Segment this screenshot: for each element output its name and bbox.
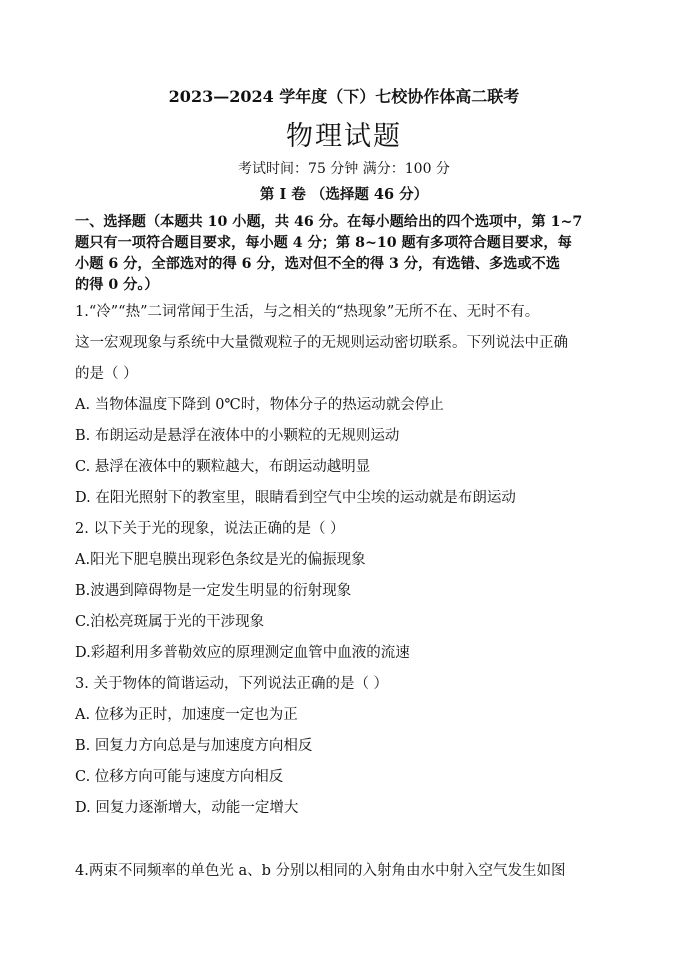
question-2-option-d: D.彩超利用多普勒效应的原理测定血管中血液的流速 xyxy=(75,645,410,661)
question-2-option-a: A.阳光下肥皂膜出现彩色条纹是光的偏振现象 xyxy=(75,552,366,568)
question-4-stem: 4.两束不同频率的单色光 a、b 分别以相同的入射角由水中射入空气发生如图 xyxy=(75,863,566,879)
question-3-option-d: D. 回复力逐渐增大，动能一定增大 xyxy=(75,800,299,816)
instructions-line: 的得 0 分。） xyxy=(75,277,159,293)
exam-info: 考试时间：75 分钟 满分：100 分 xyxy=(238,161,450,177)
question-2-stem: 2. 以下关于光的现象，说法正确的是（ ） xyxy=(75,521,345,537)
question-2-option-c: C.泊松亮斑属于光的干涉现象 xyxy=(75,614,265,630)
question-3-option-a: A. 位移为正时，加速度一定也为正 xyxy=(75,707,298,723)
question-1-stem: 1.“冷”“热”二词常闻于生活，与之相关的“热现象”无所不在、无时不有。 xyxy=(75,304,540,320)
question-1-option-c: C. 悬浮在液体中的颗粒越大，布朗运动越明显 xyxy=(75,459,371,475)
instructions-line: 一、选择题（本题共 10 小题，共 46 分。在每小题给出的四个选项中，第 1~7 xyxy=(75,214,583,230)
instructions-line: 题只有一项符合题目要求，每小题 4 分；第 8~10 题有多项符合题目要求，每 xyxy=(75,235,572,251)
question-1-stem: 这一宏观现象与系统中大量微观粒子的无规则运动密切联系。下列说法中正确 xyxy=(75,335,568,351)
question-3-stem: 3. 关于物体的简谐运动，下列说法正确的是（ ） xyxy=(75,676,389,692)
subject-title: 物理试题 xyxy=(286,121,402,152)
question-1-stem: 的是（ ） xyxy=(75,366,138,382)
question-2-option-b: B.波遇到障碍物是一定发生明显的衍射现象 xyxy=(75,583,352,599)
question-3-option-c: C. 位移方向可能与速度方向相反 xyxy=(75,769,284,785)
question-1-option-a: A. 当物体温度下降到 0℃时，物体分子的热运动就会停止 xyxy=(75,397,444,413)
question-1-option-d: D. 在阳光照射下的教室里，眼睛看到空气中尘埃的运动就是布朗运动 xyxy=(75,490,516,506)
section-title: 第 I 卷 （选择题 46 分） xyxy=(259,186,429,203)
question-3-option-b: B. 回复力方向总是与加速度方向相反 xyxy=(75,738,313,754)
instructions-line: 小题 6 分，全部选对的得 6 分，选对但不全的得 3 分，有选错、多选或不选 xyxy=(75,256,560,272)
question-1-option-b: B. 布朗运动是悬浮在液体中的小颗粒的无规则运动 xyxy=(75,428,400,444)
exam-title: 2023—2024 学年度（下）七校协作体高二联考 xyxy=(168,87,520,106)
